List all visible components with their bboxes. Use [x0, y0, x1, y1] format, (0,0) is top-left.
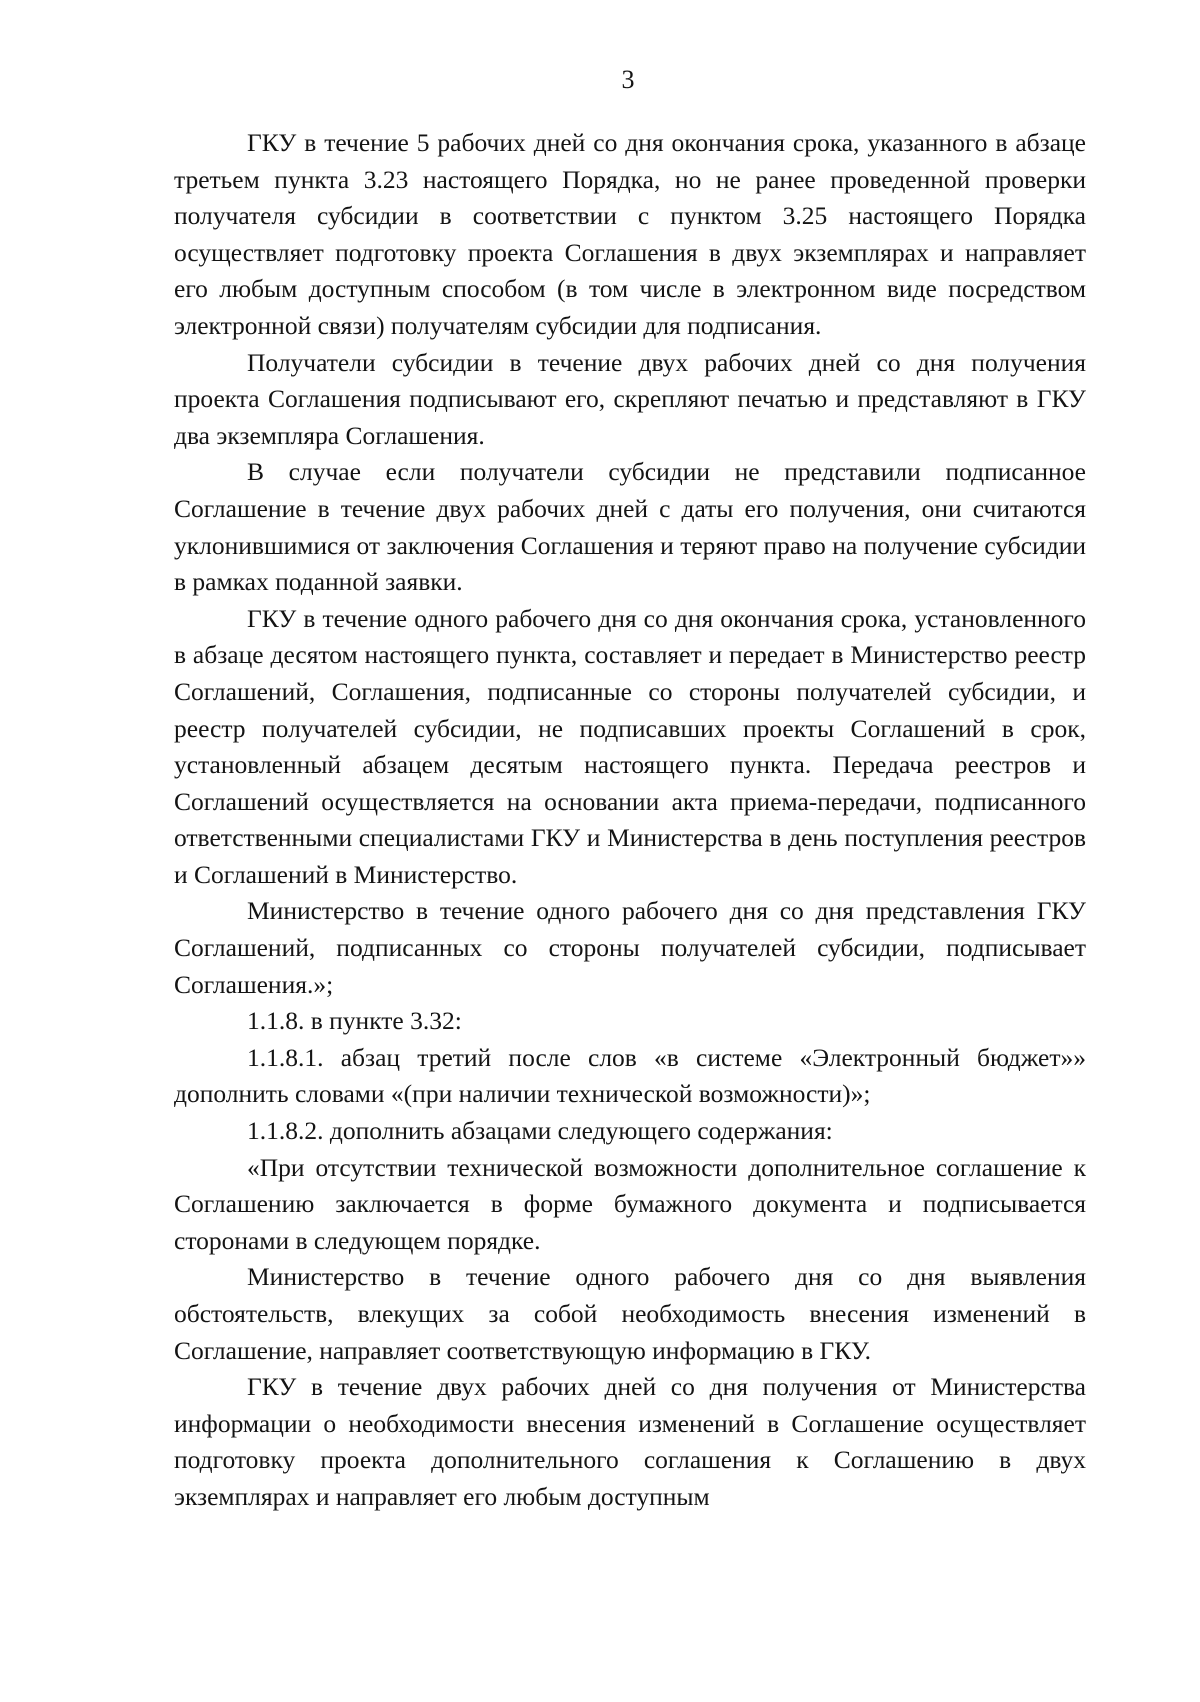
paragraph-gku-draft-supplementary: ГКУ в течение двух рабочих дней со дня получения от Министерства информации о необходимости внесения изменений в Соглашение осуществляет подготовку проекта дополнительного соглашения к Соглашению в двух экземплярах и направляет его любым доступным [174, 1372, 1086, 1511]
paragraph-item-1-1-8: 1.1.8. в пункте 3.32: [247, 1006, 462, 1036]
paragraph-ministry-informs-gku: Министерство в течение одного рабочего дня со дня выявления обстоятельств, влекущих за собой необходимость внесения изменений в Соглашение, направляет соответствующую информацию в ГКУ. [174, 1262, 1086, 1365]
document-body [174, 125, 1086, 1516]
paragraph-recipients-sign: Получатели субсидии в течение двух рабочих дней со дня получения проекта Соглашения подписывают его, скрепляют печатью и представляют в ГКУ два экземпляра Соглашения. [174, 347, 1086, 450]
paragraph-item-1-1-8-1: 1.1.8.1. абзац третий после слов «в системе «Электронный бюджет»» дополнить словами «(при наличии технической возможности)»; [174, 1042, 1086, 1109]
paragraph-gku-registry-transfer: ГКУ в течение одного рабочего дня со дня окончания срока, установленного в абзаце десятом настоящего пункта, составляет и передает в Министерство реестр Соглашений, Соглашения, подписанные со стороны получателей субсидии, и реестр получателей субсидии, не подписавших проекты Соглашений в срок, установленный абзацем десятым настоящего пункта. Передача реестров и Соглашений осуществляется на основании акта приема-передачи, подписанного ответственными специалистами ГКУ и Министерства в день поступления реестров и Соглашений в Министерство. [174, 603, 1086, 889]
paragraph-recipients-evading: В случае если получатели субсидии не представили подписанное Соглашение в течение двух рабочих дней с даты его получения, они считаются уклонившимися от заключения Соглашения и теряют право на получение субсидии в рамках поданной заявки. [174, 457, 1086, 597]
page-number: 3 [621, 65, 635, 94]
paragraph-item-1-1-8-2: 1.1.8.2. дополнить абзацами следующего содержания: [247, 1116, 833, 1146]
paragraph-ministry-signs: Министерство в течение одного рабочего дня со дня представления ГКУ Соглашений, подписанных со стороны получателей субсидии, подписывает Соглашения.»; [174, 896, 1086, 999]
paragraph-gku-draft-agreement: ГКУ в течение 5 рабочих дней со дня окончания срока, указанного в абзаце третьем пункта 3.23 настоящего Порядка, но не ранее проведенной проверки получателя субсидии в соответствии с пунктом 3.25 настоящего Порядка осуществляет подготовку проекта Соглашения в двух экземплярах и направляет его любым доступным способом (в том числе в электронном виде посредством электронной связи) получателям субсидии для подписания. [174, 128, 1086, 340]
paragraph-no-technical-possibility: «При отсутствии технической возможности дополнительное соглашение к Соглашению заключается в форме бумажного документа и подписывается сторонами в следующем порядке. [174, 1152, 1086, 1255]
